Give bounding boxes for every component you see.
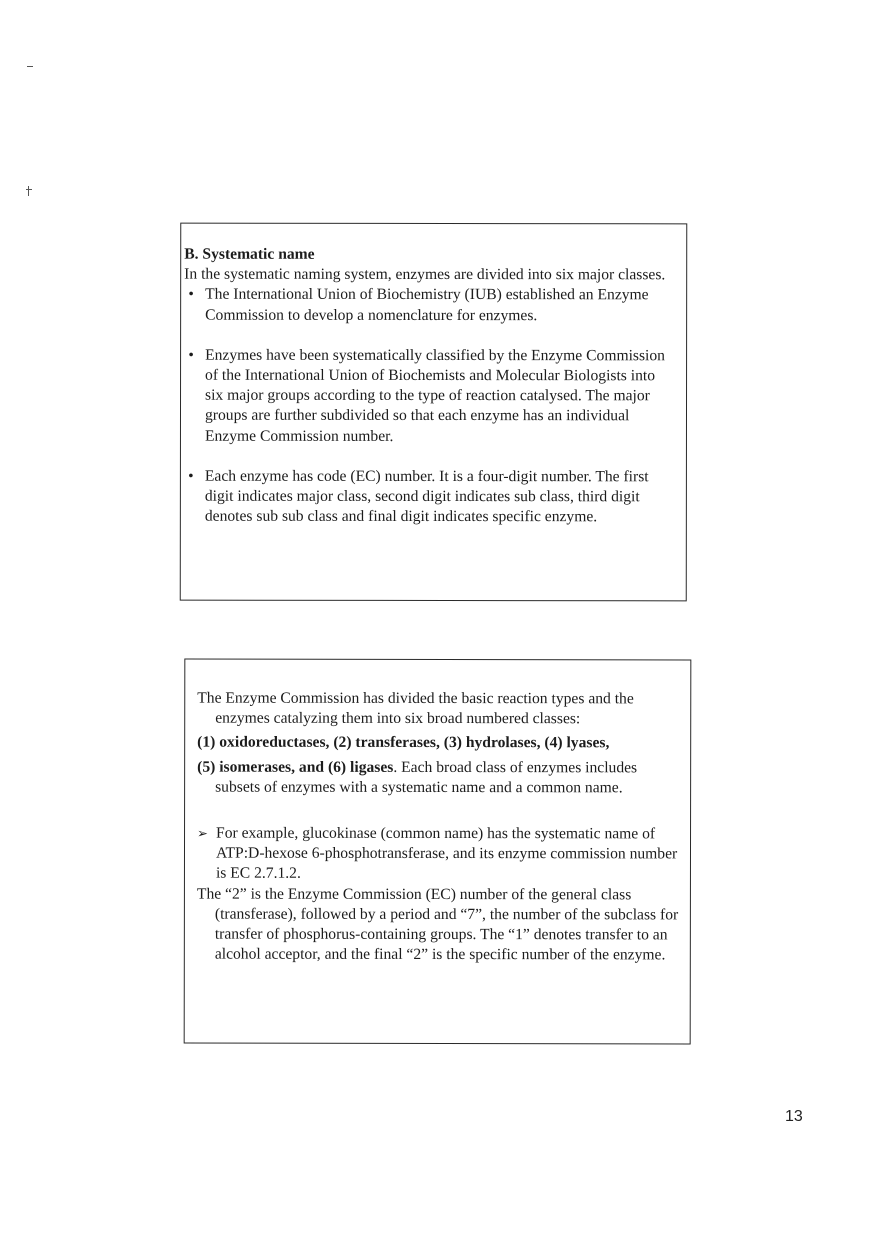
- slide-title: B. Systematic name: [184, 245, 315, 263]
- arrow-bullet-icon: ➢: [197, 825, 208, 841]
- explanation-text: The “2” is the Enzyme Commission (EC) number of the general class (transferase), followed by a period and “7”, the number of the subclass for transfer of phosphorus-containing groups. The “1” denotes transfer to an alcohol acceptor, and the final “2” is the specific number of the enzyme.: [196, 885, 679, 964]
- bullet-text: Enzymes have been systematically classified by the Enzyme Commission of the International Union of Biochemists and Molecular Biologists into six major groups according to the type of reaction catalysed. The major groups are further subdivided so that each enzyme has an individual Enzyme Commission number.: [204, 346, 665, 445]
- intro-text: In the systematic naming system, enzymes are divided into six major classes.: [184, 265, 666, 284]
- scan-mark: [26, 189, 32, 190]
- classes-list-bold: (5) isomerases, and (6) ligases: [197, 758, 394, 776]
- slide-content: [184, 245, 669, 528]
- slide-systematic-name: [180, 223, 688, 602]
- bullet-text: Each enzyme has code (EC) number. It is a four-digit number. The first digit indicates major class, second digit indicates sub class, third digit denotes sub sub class and final digit indicates specific enzyme.: [204, 467, 649, 526]
- scan-mark: [27, 66, 33, 67]
- classes-line: [197, 757, 679, 798]
- bullet-icon: •: [188, 286, 194, 304]
- example-text: For example, glucokinase (common name) has the systematic name of ATP:D-hexose 6-phosphotransferase, and its enzyme commission number is EC 2.7.1.2.: [215, 824, 678, 883]
- page-number: 13: [785, 1108, 803, 1125]
- scan-mark: [28, 186, 29, 196]
- slide-content: [197, 689, 679, 966]
- bullet-item: [184, 345, 669, 447]
- classes-line: [197, 733, 679, 754]
- bullet-icon: •: [188, 346, 194, 364]
- bullet-icon: •: [188, 467, 194, 485]
- bullet-text: The International Union of Biochemistry (IUB) established an Enzyme Commission to develop a nomenclature for enzymes.: [205, 286, 649, 324]
- example-item: [197, 824, 679, 885]
- classes-description: . Each broad class of enzymes includes subsets of enzymes with a systematic name and a common name.: [215, 758, 638, 797]
- slide-enzyme-commission: [184, 659, 692, 1045]
- classes-list-bold: (1) oxidoreductases, (2) transferases, (3) hydrolases, (4) lyases,: [197, 733, 610, 752]
- intro-text: The Enzyme Commission has divided the basic reaction types and the enzymes catalyzing them into six broad numbered classes:: [197, 689, 634, 728]
- bullet-item: [184, 466, 669, 527]
- bullet-item: [184, 285, 669, 326]
